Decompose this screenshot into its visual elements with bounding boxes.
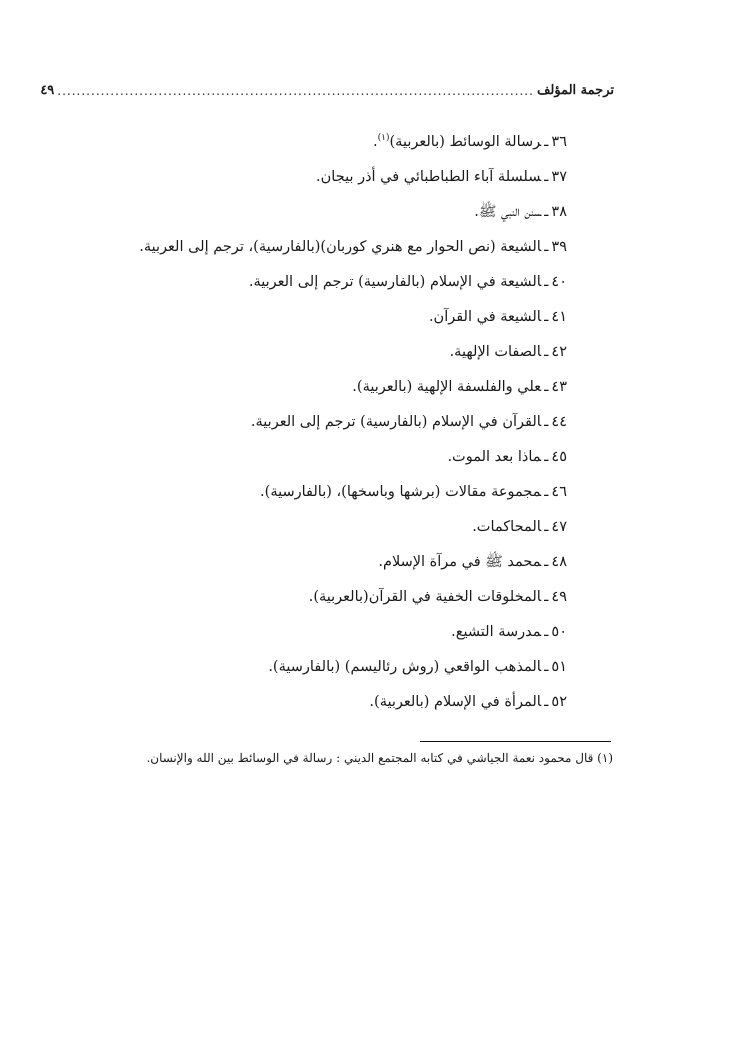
header-leader-dots: ...................................................................................................: [57, 84, 534, 98]
list-item: [127, 650, 567, 685]
item-number: ٤٢: [551, 344, 567, 360]
item-number: ٤٠: [551, 274, 567, 290]
item-number: ٣٩: [551, 239, 567, 255]
footnote-ref[interactable]: (١): [377, 133, 390, 144]
item-text: المذهب الواقعي (روش رئاليسم) (بالفارسية).: [268, 659, 542, 675]
item-dash: ـ: [544, 589, 549, 605]
item-dash: ـ: [544, 169, 549, 185]
item-dash: ـ: [544, 274, 549, 290]
item-number: ٤٨: [551, 554, 567, 570]
item-number: ٣٦: [551, 134, 567, 150]
list-item: [127, 160, 567, 195]
item-end-punct: .: [373, 134, 378, 150]
item-number: ٥٠: [551, 624, 567, 640]
item-text: الصفات الإلهية.: [449, 344, 542, 360]
item-dash: ـ: [544, 204, 549, 220]
list-item: [127, 265, 567, 300]
item-text: القرآن في الإسلام (بالفارسية) ترجم إلى العربية.: [250, 414, 542, 430]
item-text: ماذا بعد الموت.: [447, 449, 542, 465]
item-dash: ـ: [544, 379, 549, 395]
item-dash: ـ: [544, 239, 549, 255]
list-item: [127, 335, 567, 370]
item-number: ٤٩: [551, 589, 567, 605]
item-dash: ـ: [544, 554, 549, 570]
item-number: ٤٧: [551, 519, 567, 535]
footnote-separator: [420, 741, 611, 742]
item-dash: ـ: [544, 309, 549, 325]
item-number: ٤٣: [551, 379, 567, 395]
list-item: [127, 370, 567, 405]
item-dash: ـ: [544, 659, 549, 675]
footnote: (١) قال محمود نعمة الجياشي في كتابه المجتمع الديني : رسالة في الوسائط بين الله والإنسان.: [146, 751, 613, 765]
item-text: سنن النبي ﷺ.: [474, 204, 542, 220]
item-text: الشيعة (نص الحوار مع هنري كوربان)(بالفارسية)، ترجم إلى العربية.: [139, 239, 542, 255]
list-item: [127, 615, 567, 650]
item-text: رسالة الوسائط (بالعربية): [389, 134, 542, 150]
item-number: ٤١: [551, 309, 567, 325]
item-dash: ـ: [544, 519, 549, 535]
item-number: ٣٧: [551, 169, 567, 185]
item-dash: ـ: [544, 449, 549, 465]
list-item: [127, 125, 567, 160]
running-header: [40, 77, 614, 99]
list-item: [127, 580, 567, 615]
item-number: ٤٤: [551, 414, 567, 430]
item-number: ٥٢: [551, 694, 567, 710]
item-dash: ـ: [544, 484, 549, 500]
list-item: [127, 685, 567, 720]
item-dash: ـ: [544, 134, 549, 150]
item-number: ٤٥: [551, 449, 567, 465]
list-item: [127, 195, 567, 230]
item-text: المحاكمات.: [472, 519, 542, 535]
item-text: محمد ﷺ في مرآة الإسلام.: [378, 554, 542, 570]
item-number: ٣٨: [551, 204, 567, 220]
item-dash: ـ: [544, 344, 549, 360]
list-item: [127, 475, 567, 510]
list-item: [127, 300, 567, 335]
item-dash: ـ: [544, 694, 549, 710]
item-text: سلسلة آباء الطباطبائي في أذر بيجان.: [316, 169, 542, 185]
item-number: ٤٦: [551, 484, 567, 500]
item-text: المرأة في الإسلام (بالعربية).: [369, 694, 542, 710]
page-number: ٤٩: [40, 83, 55, 98]
item-text: المخلوقات الخفية في القرآن(بالعربية).: [308, 589, 542, 605]
list-item: [127, 405, 567, 440]
item-dash: ـ: [544, 624, 549, 640]
list-item: [127, 440, 567, 475]
header-title: ترجمة المؤلف: [536, 83, 614, 98]
list-item: [127, 230, 567, 265]
item-text: الشيعة في القرآن.: [428, 309, 542, 325]
item-text: الشيعة في الإسلام (بالفارسية) ترجم إلى العربية.: [248, 274, 542, 290]
item-text: علي والفلسفة الإلهية (بالعربية).: [352, 379, 542, 395]
item-text: مجموعة مقالات (برشها وباسخها)، (بالفارسية).: [260, 484, 542, 500]
item-dash: ـ: [544, 414, 549, 430]
list-item: [127, 510, 567, 545]
list-item: [127, 545, 567, 580]
item-number: ٥١: [551, 659, 567, 675]
works-list: [127, 125, 567, 720]
item-text: مدرسة التشيع.: [451, 624, 542, 640]
